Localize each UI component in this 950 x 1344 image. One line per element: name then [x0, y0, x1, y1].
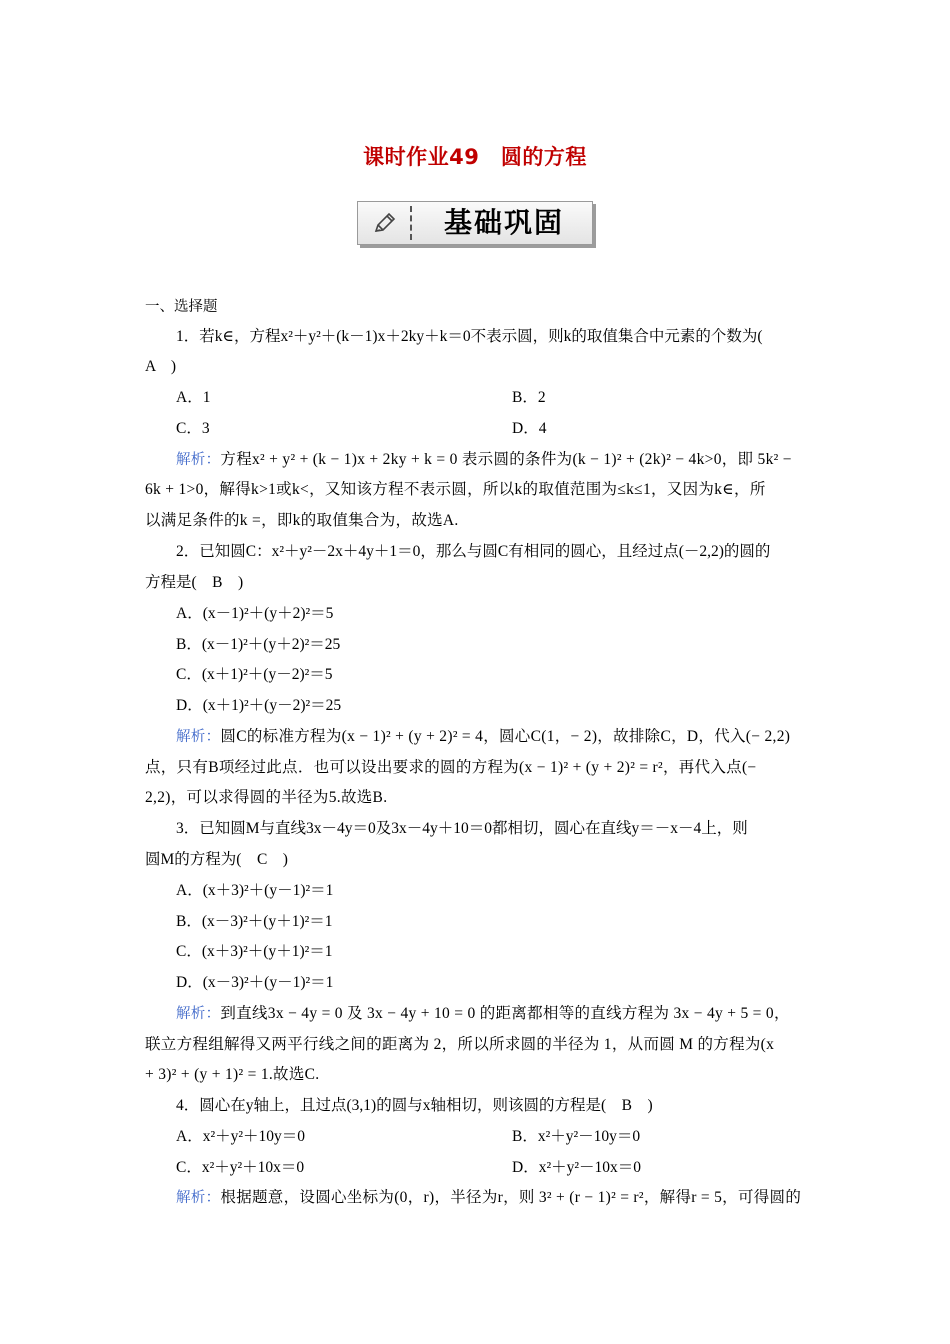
badge-label: 基础巩固: [443, 206, 564, 239]
q3-option-a: A．(x＋3)²＋(y－1)²＝1: [176, 882, 334, 899]
q1-option-b: B．2: [512, 389, 546, 406]
q2-analysis-line-2: 点，只有B项经过此点．也可以设出要求的圆的方程为(x − 1)² + (y + 2)² = r²，再代入点(−: [145, 759, 757, 776]
analysis-label: 解析：: [176, 729, 221, 745]
section-heading: 一、选择题: [145, 299, 218, 315]
q4-analysis-line-1: 解析：根据题意，设圆心坐标为(0，r)，半径为r，则 3² + (r − 1)² = r²，解得r = 5，可得圆的: [176, 1189, 802, 1206]
question-3-stem: 3．已知圆M与直线3x－4y＝0及3x－4y＋10＝0都相切，圆心在直线y＝－x－4上，则: [176, 820, 748, 837]
q2-option-d: D．(x＋1)²＋(y－2)²＝25: [176, 697, 342, 714]
q1-analysis-line-2: 6k + 1>0，解得k>1或k<，又知该方程不表示圆，所以k的取值范围为≤k≤1，又因为k∈，所: [145, 481, 766, 498]
q2-option-a: A．(x－1)²＋(y＋2)²＝5: [176, 605, 334, 622]
q1-option-a: A．1: [176, 389, 211, 406]
q4-option-c: C．x²＋y²＋10x＝0: [176, 1159, 305, 1176]
q1-option-d: D．4: [512, 420, 547, 437]
q4-option-d: D．x²＋y²－10x＝0: [512, 1159, 641, 1176]
q2-analysis-line-3: 2,2)，可以求得圆的半径为5.故选B.: [145, 789, 388, 806]
section-badge: [357, 201, 593, 245]
page-title: 课时作业49 圆的方程: [363, 145, 587, 169]
question-2-stem-cont: 方程是( B ): [145, 574, 244, 591]
q3-option-b: B．(x－3)²＋(y＋1)²＝1: [176, 913, 333, 930]
question-2-stem: 2．已知圆C：x²＋y²－2x＋4y＋1＝0，那么与圆C有相同的圆心，且经过点(－2,2)的圆的: [176, 543, 771, 560]
analysis-label: 解析：: [176, 452, 221, 468]
q3-analysis-line-3: + 3)² + (y + 1)² = 1.故选C.: [145, 1066, 320, 1083]
q1-analysis-line-3: 以满足条件的k =，即k的取值集合为，故选A.: [145, 512, 459, 529]
q2-option-b: B．(x－1)²＋(y＋2)²＝25: [176, 636, 341, 653]
q1-option-c: C．3: [176, 420, 210, 437]
question-4-stem: 4．圆心在y轴上，且过点(3,1)的圆与x轴相切，则该圆的方程是( B ): [176, 1097, 653, 1114]
question-1-stem: 1．若k∈，方程x²＋y²＋(k－1)x＋2ky＋k＝0不表示圆，则k的取值集合中元素的个数为(: [176, 328, 763, 345]
analysis-label: 解析：: [176, 1006, 221, 1022]
analysis-label: 解析：: [176, 1190, 221, 1206]
badge-separator: [410, 206, 412, 240]
q3-option-d: D．(x－3)²＋(y－1)²＝1: [176, 974, 334, 991]
q4-option-a: A．x²＋y²＋10y＝0: [176, 1128, 305, 1145]
q3-option-c: C．(x＋3)²＋(y＋1)²＝1: [176, 943, 333, 960]
q1-analysis-line-1: 解析：方程x² + y² + (k − 1)x + 2ky + k = 0 表示圆的条件为(k − 1)² + (2k)² − 4k>0，即 5k² −: [176, 451, 792, 468]
question-3-stem-cont: 圆M的方程为( C ): [145, 851, 288, 868]
q3-analysis-line-2: 联立方程组解得又两平行线之间的距离为 2，所以所求圆的半径为 1，从而圆 M 的方程为(x: [145, 1036, 775, 1053]
q3-analysis-line-1: 解析：到直线3x − 4y = 0 及 3x − 4y + 10 = 0 的距离都相等的直线方程为 3x − 4y + 5 = 0，: [176, 1005, 790, 1022]
pencil-icon: [372, 210, 398, 236]
q2-option-c: C．(x＋1)²＋(y－2)²＝5: [176, 666, 333, 683]
q4-option-b: B．x²＋y²－10y＝0: [512, 1128, 641, 1145]
question-1-answer: A ): [145, 358, 177, 375]
q2-analysis-line-1: 解析：圆C的标准方程为(x − 1)² + (y + 2)² = 4，圆心C(1，− 2)，故排除C，D，代入(− 2,2): [176, 728, 791, 745]
